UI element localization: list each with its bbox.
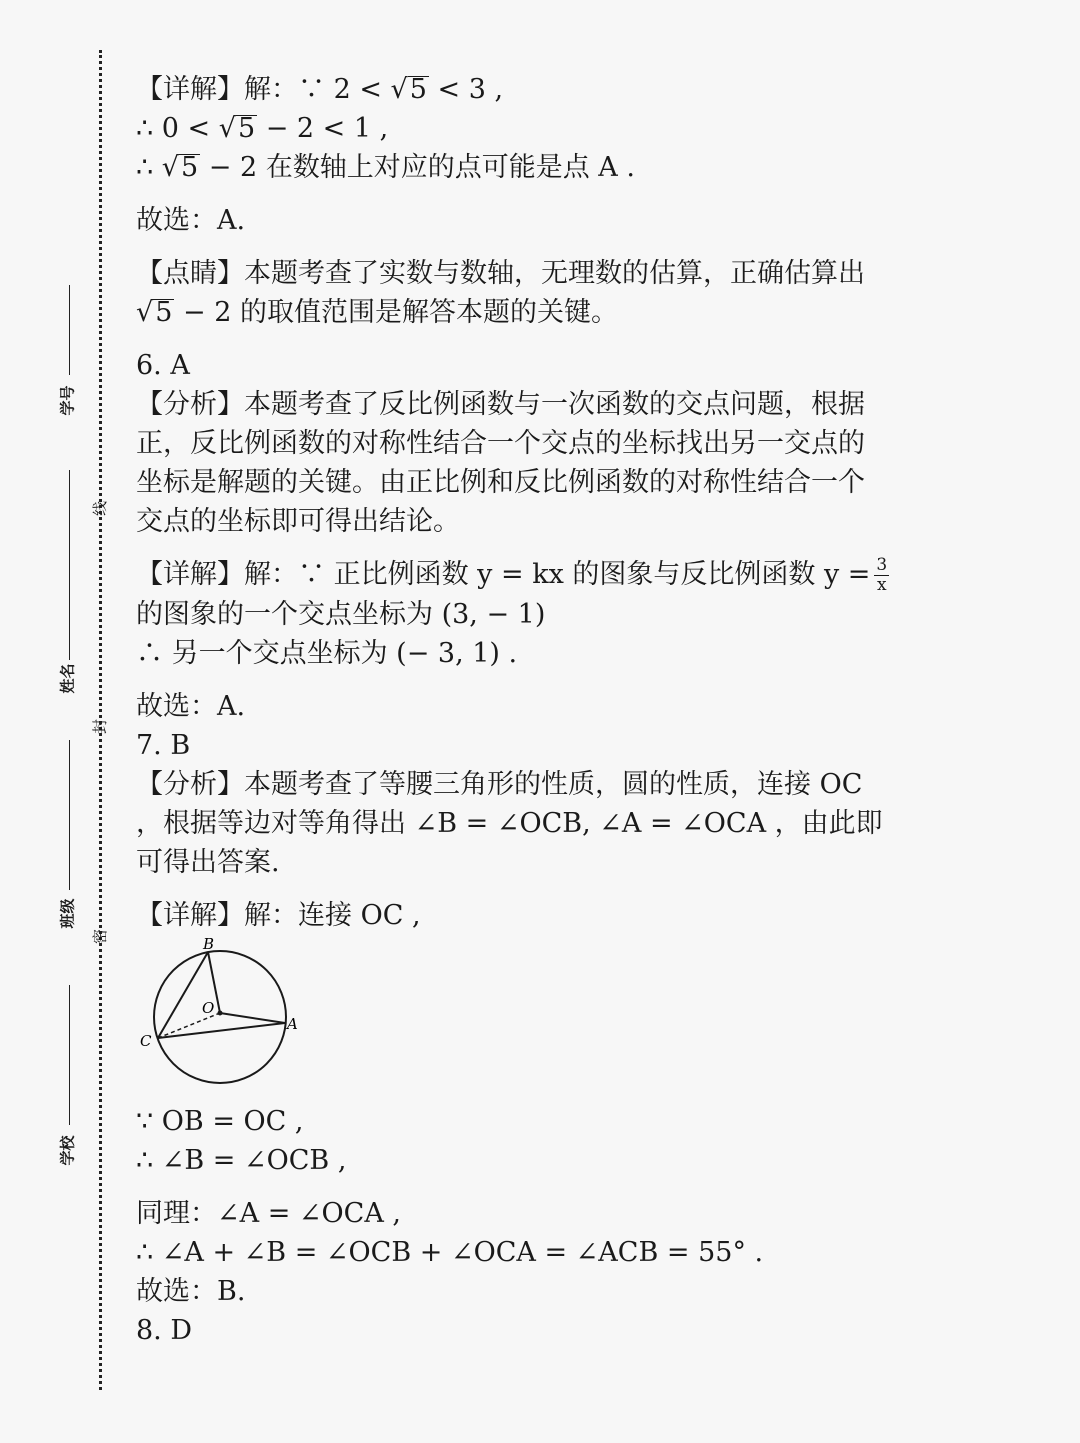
- q7-analysis-line1: 【分析】本题考查了等腰三角形的性质，圆的性质，连接 OC: [136, 769, 863, 800]
- q5-note-line2: √5 − 2 的取值范围是解答本题的关键。: [136, 297, 618, 328]
- q7-answer: 7. B: [136, 730, 191, 761]
- name-fill-line: [69, 470, 70, 660]
- q5-detail-line3: ∴ √5 − 2 在数轴上对应的点可能是点 A .: [136, 152, 635, 183]
- segment-ca: [158, 1023, 285, 1038]
- school-label: 学校: [58, 1135, 77, 1166]
- segment-bc: [158, 952, 208, 1038]
- q5-choose: 故选：A.: [136, 205, 246, 236]
- q7-step4: ∴ ∠A + ∠B = ∠OCB + ∠OCA = ∠ACB = 55° .: [136, 1237, 764, 1268]
- q7-detail-line1: 【详解】解：连接 OC ,: [136, 900, 421, 931]
- student-id-fill-line: [69, 285, 70, 375]
- q7-step3: 同理：∠A = ∠OCA ,: [136, 1198, 401, 1229]
- seal-mark-line: 线: [91, 500, 110, 517]
- center-point: [218, 1011, 223, 1016]
- q5-note-line1: 【点睛】本题考查了实数与数轴，无理数的估算，正确估算出: [136, 258, 865, 289]
- q5-detail-line1: 【详解】解：∵ 2 < √5 < 3 ,: [136, 74, 504, 105]
- q5-detail-line2: ∴ 0 < √5 − 2 < 1 ,: [136, 113, 389, 144]
- student-id-label: 学号: [58, 385, 77, 416]
- q6-detail-line1: 【详解】解：∵ 正比例函数 y = kx 的图象与反比例函数 y = $\frac{3}{x}$: [136, 555, 888, 595]
- q6-analysis-line1: 【分析】本题考查了反比例函数与一次函数的交点问题，根据: [136, 389, 865, 420]
- q7-step1: ∵ OB = OC ,: [136, 1106, 304, 1137]
- q7-step2: ∴ ∠B = ∠OCB ,: [136, 1145, 347, 1176]
- q7-analysis-line3: 可得出答案.: [136, 847, 280, 878]
- school-fill-line: [69, 985, 70, 1125]
- q6-analysis-line2: 正，反比例函数的对称性结合一个交点的坐标找出另一交点的: [136, 428, 865, 459]
- q6-answer: 6. A: [136, 350, 190, 381]
- q7-choose: 故选：B.: [136, 1276, 246, 1307]
- class-fill-line: [69, 740, 70, 890]
- q6-analysis-line3: 坐标是解题的关键。由正比例和反比例函数的对称性结合一个: [136, 467, 865, 498]
- seal-mark-secret: 密: [91, 928, 110, 945]
- name-label: 姓名: [58, 663, 77, 694]
- label-c: C: [140, 1032, 152, 1050]
- class-label: 班级: [58, 898, 77, 929]
- label-o: O: [202, 999, 215, 1017]
- q7-analysis-line2: ，根据等边对等角得出 ∠B = ∠OCB, ∠A = ∠OCA ，由此即: [136, 808, 883, 839]
- q6-choose: 故选：A.: [136, 691, 246, 722]
- q6-detail-line2: 的图象的一个交点坐标为 (3, − 1): [136, 599, 546, 630]
- answer-content: [136, 70, 896, 1350]
- q8-answer: 8. D: [136, 1315, 192, 1346]
- circle-triangle-figure: [136, 937, 306, 1087]
- label-b: B: [203, 937, 215, 953]
- circle-outline: [154, 951, 286, 1083]
- segment-oa: [220, 1013, 285, 1023]
- fraction-3-over-x: $\frac{3}{x}$: [876, 555, 888, 595]
- q6-analysis-line4: 交点的坐标即可得出结论。: [136, 506, 460, 537]
- q6-detail-line3: ∴ 另一个交点坐标为 (− 3, 1) .: [136, 638, 518, 669]
- binding-margin: [0, 0, 130, 1443]
- seal-mark-seal: 封: [91, 718, 110, 735]
- label-a: A: [287, 1015, 298, 1033]
